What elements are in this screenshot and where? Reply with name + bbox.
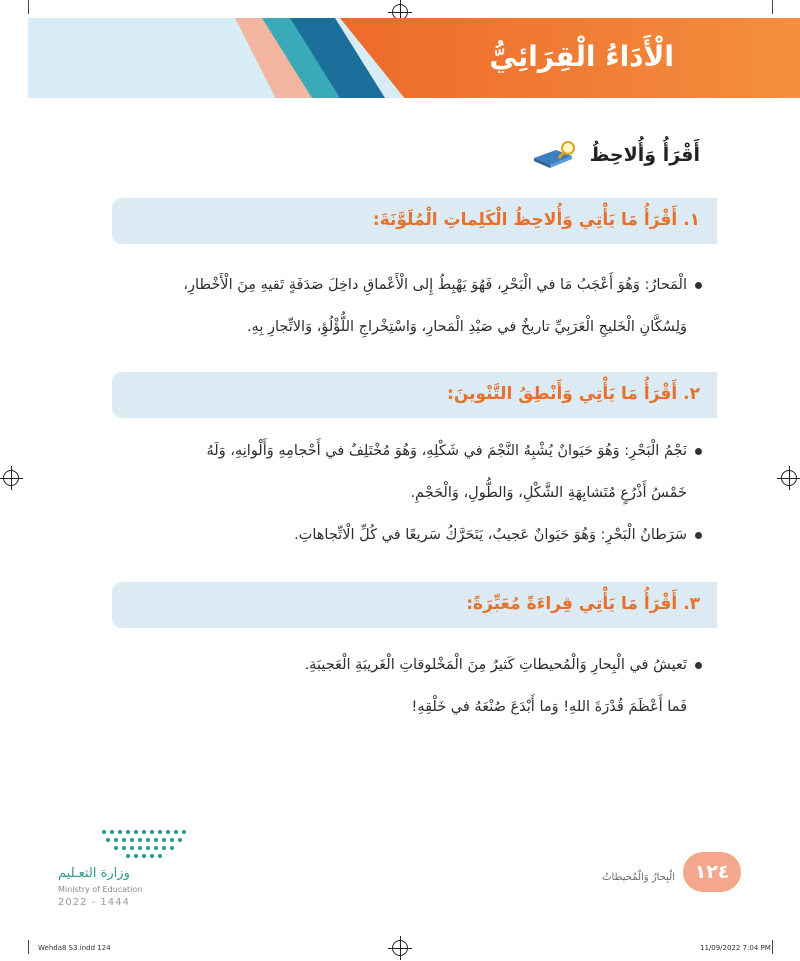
paragraph-line xyxy=(92,514,702,556)
text-line: خَمْسُ أَذْرُعٍ مُتَشابِهَةِ الشَّكْلِ، وَالطُّولِ، وَالْحَجْمِ. xyxy=(410,485,687,501)
book-magnifier-icon xyxy=(532,140,580,168)
crop-mark xyxy=(28,0,29,14)
ministry-name-arabic: وزارة التعـليم xyxy=(58,866,130,881)
activity-title: ١. أَقْرَأُ مَا يَأْتِي وَأُلاحِظُ الْكَلِماتِ الْمُلَوَّنَةَ: xyxy=(372,210,700,230)
print-slug-date: 11/09/2022 7:04 PM xyxy=(700,944,771,952)
activity-title: ٢. أَقْرَأُ مَا يَأْتِي وَأَنْطِقُ التَّنْوينَ: xyxy=(447,384,700,404)
activity-text xyxy=(92,430,702,556)
bullet-icon xyxy=(695,662,702,669)
page-number: ١٢٤ xyxy=(694,861,730,883)
print-slug-file: Wehda8 S3.indd 124 xyxy=(38,944,111,952)
bullet-icon xyxy=(695,282,702,289)
section-heading: أَقْرَأُ وَأُلاحِظُ xyxy=(589,144,700,166)
ministry-year: 2022 - 1444 xyxy=(58,897,130,908)
bullet-icon xyxy=(695,532,702,539)
registration-mark-icon xyxy=(781,470,797,486)
registration-mark-icon xyxy=(392,940,408,956)
text-line: تَعيشُ في الْبِحارِ وَالْمُحيطاتِ كَثيرٌ مِنَ الْمَخْلوقاتِ الْغَريبَةِ الْعَجيبَةِ. xyxy=(304,657,687,673)
ministry-name-english: Ministry of Education xyxy=(58,885,143,894)
ministry-logo-icon xyxy=(98,826,190,860)
bullet-icon xyxy=(695,448,702,455)
crop-mark xyxy=(772,940,773,954)
text-line: وَلِسُكَّانِ الْخَليجِ الْعَرَبِيِّ تاريخٌ في صَيْدِ الْمَحارِ، وَاسْتِخْراجِ اللُّؤْلُؤِ، وَالاتِّجارِ بِهِ. xyxy=(246,319,687,335)
text-line: نَجْمُ الْبَحْرِ: وَهُوَ حَيَوانٌ يُشْبِهُ النَّجْمَ في شَكْلِهِ، وَهُوَ مُخْتَلِفٌ في أَحْجامِهِ وَأَلْوانِهِ، وَلَهُ xyxy=(206,443,687,459)
paragraph-line xyxy=(92,644,702,686)
page-title: الْأَدَاءُ الْقِرَائِيُّ xyxy=(489,40,674,73)
activity-text xyxy=(92,644,702,728)
paragraph-line xyxy=(92,306,702,348)
text-line: سَرَطانُ الْبَحْرِ: وَهُوَ حَيَوانٌ عَجيبٌ، يَتَحَرَّكُ سَريعًا في كُلِّ الْاتِّجاهاتِ. xyxy=(294,527,687,543)
paragraph-line xyxy=(92,472,702,514)
text-line: الْمَحارُ: وَهُوَ أَعْجَبُ مَا في الْبَحْرِ، فَهُوَ يَهْبِطُ إِلى الْأَعْماقِ داخِلَ صَدَفَةٍ تَقيهِ مِنَ الْأَخْطارِ، xyxy=(183,277,687,293)
chapter-title: الْبِحارُ وَالْمُحيطاتُ xyxy=(602,872,675,883)
activity-text xyxy=(92,264,702,348)
paragraph-line xyxy=(92,686,702,728)
paragraph-line xyxy=(92,430,702,472)
text-line: فَما أَعْظَمَ قُدْرَةَ اللهِ! وَما أَبْدَعَ صُنْعَهُ في خَلْقِهِ! xyxy=(411,699,687,715)
crop-mark xyxy=(28,940,29,954)
registration-mark-icon xyxy=(3,470,19,486)
paragraph-line xyxy=(92,264,702,306)
crop-mark xyxy=(772,0,773,14)
activity-title: ٣. أَقْرَأُ مَا يَأْتِي قِراءَةً مُعَبِّرَةً: xyxy=(466,594,700,614)
